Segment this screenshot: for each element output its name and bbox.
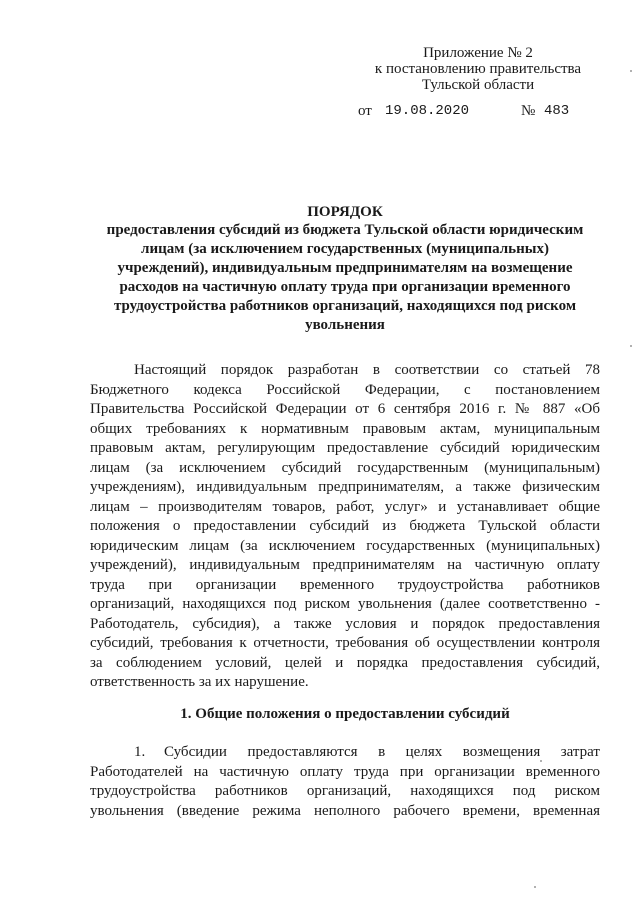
item-1-paragraph bbox=[90, 743, 600, 821]
appendix-line-2: к постановлению правительства bbox=[374, 61, 582, 77]
number-prefix: № bbox=[521, 103, 536, 119]
paragraph-line: Работодателей на частичную оплату труда при организации временного bbox=[90, 763, 600, 780]
paragraph-line: учреждениям), индивидуальным предпринимателям, а также физическим bbox=[90, 479, 600, 495]
paragraph-line: организаций, находящихся под риском увольнения (далее соответственно - bbox=[90, 596, 600, 612]
paragraph-line: учреждений), индивидуальным предпринимателям на частичную оплату bbox=[90, 557, 600, 573]
appendix-line-1: Приложение № 2 bbox=[423, 45, 533, 61]
appendix-line-3: Тульской области bbox=[421, 77, 535, 93]
scan-speck bbox=[630, 345, 632, 347]
paragraph-line: общих требованиях к нормативным правовым актам, муниципальным bbox=[90, 420, 600, 437]
scan-speck bbox=[540, 760, 542, 762]
subtitle-line: лицам (за исключением государственных (муниципальных) bbox=[141, 241, 549, 257]
item-1-first-line bbox=[90, 743, 600, 763]
appendix-header bbox=[358, 45, 598, 93]
paragraph-line: труда при организации временного трудоустройства работников bbox=[90, 576, 600, 593]
document-title: ПОРЯДОК bbox=[307, 204, 383, 220]
subtitle-line: увольнения bbox=[305, 317, 385, 333]
paragraph-line: юридическим лицам (за исключением государственных (муниципальных) bbox=[90, 537, 600, 554]
paragraph-line: положения о предоставлении субсидий из бюджета Тульской области bbox=[90, 518, 600, 534]
paragraph-line: ответственность за их нарушение. bbox=[90, 674, 309, 690]
paragraph-line: трудоустройства работников организаций, находящихся под риском bbox=[90, 783, 600, 799]
date-prefix: от bbox=[358, 103, 372, 119]
paragraph-line: Настоящий порядок разработан в соответствии со статьей 78 bbox=[134, 362, 600, 378]
document-number: 483 bbox=[544, 103, 570, 119]
paragraph-line: лицам (за исключением субсидий государственным (муниципальным) bbox=[90, 459, 600, 476]
paragraph-line: за соблюдением условий, целей и порядка предоставления субсидий, bbox=[90, 654, 600, 671]
scan-speck bbox=[630, 70, 632, 72]
subtitle-line: трудоустройства работников организаций, находящихся под риском bbox=[113, 298, 577, 314]
paragraph-line: Бюджетного кодекса Российской Федерации, с постановлением bbox=[90, 381, 600, 398]
subtitle-line: расходов на частичную оплату труда при организации временного bbox=[119, 279, 571, 295]
document-date: 19.08.2020 bbox=[385, 103, 470, 119]
paragraph-line: субсидий, требования к отчетности, требования об осуществлении контроля bbox=[90, 635, 600, 651]
paragraph-line: лицам – производителям товаров, работ, услуг» и устанавливает общие bbox=[90, 498, 600, 515]
document-subtitle bbox=[90, 221, 600, 335]
item-1-first-line-text: Субсидии предоставляются в целях возмещения затрат bbox=[164, 744, 600, 760]
paragraph-line: Правительства Российской Федерации от 6 сентября 2016 г. № 887 «Об bbox=[90, 401, 600, 417]
subtitle-line: предоставления субсидий из бюджета Тульской области юридическим bbox=[106, 222, 584, 238]
paragraph-line: Работодатель, субсидия), а также условия и порядок предоставления bbox=[90, 615, 600, 632]
item-number: 1. bbox=[134, 744, 146, 760]
scan-speck bbox=[534, 886, 536, 888]
intro-paragraph bbox=[90, 361, 600, 693]
paragraph-line: увольнения (введение режима неполного рабочего времени, временная bbox=[90, 802, 600, 819]
subtitle-line: учреждений), индивидуальным предпринимателям на возмещение bbox=[117, 260, 573, 276]
paragraph-line: правовым актам, регулирующим предоставление субсидий юридическим bbox=[90, 440, 600, 456]
section-heading: 1. Общие положения о предоставлении субсидий bbox=[180, 706, 510, 722]
